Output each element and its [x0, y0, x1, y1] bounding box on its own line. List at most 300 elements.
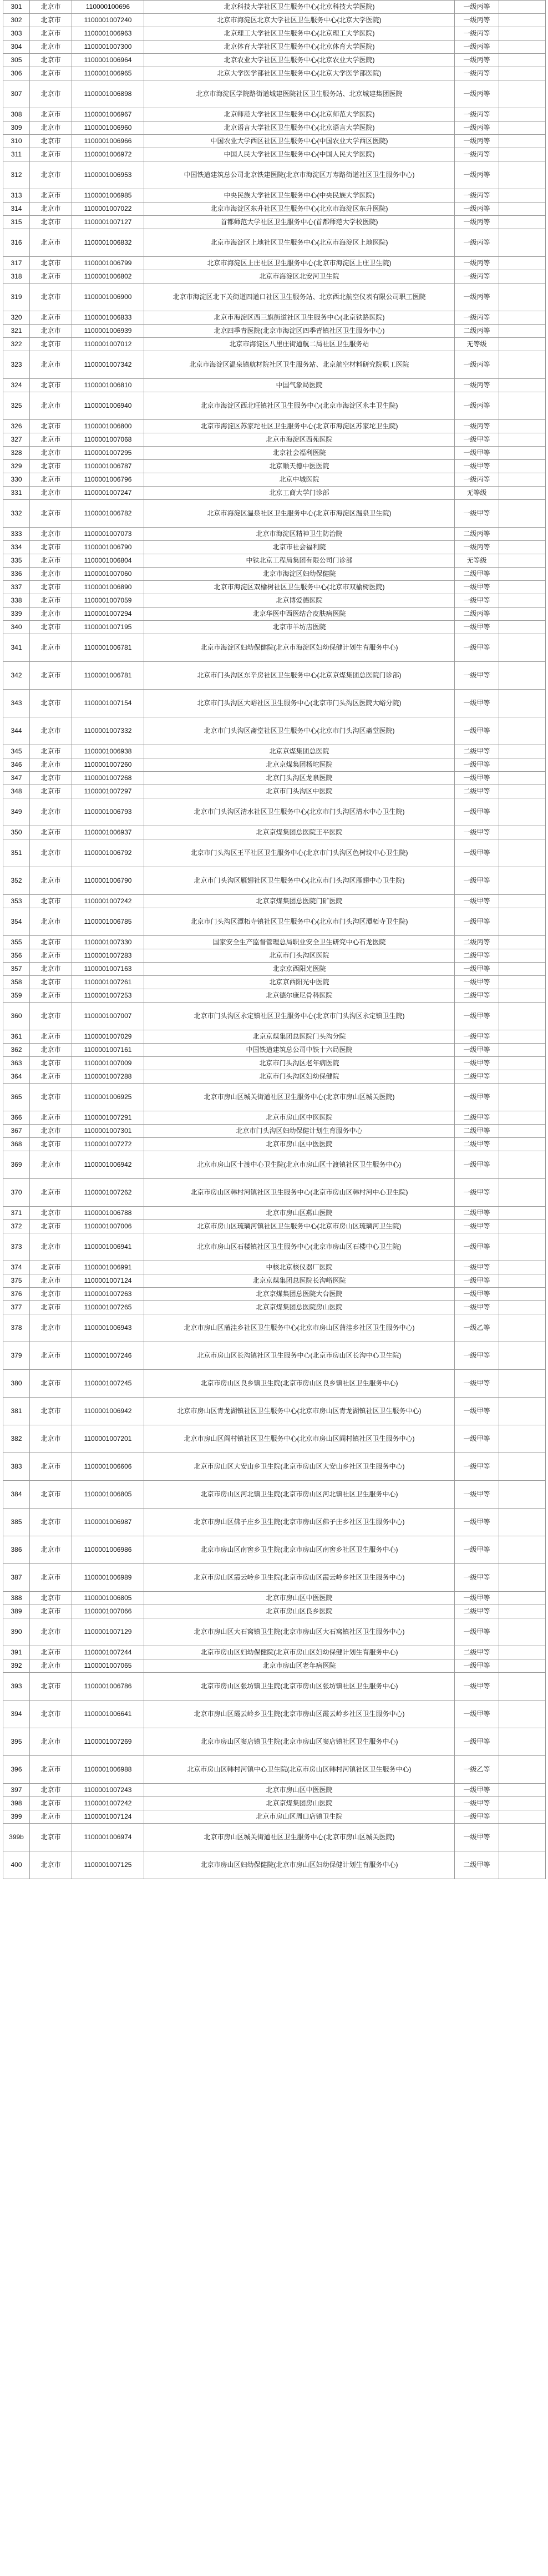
code-cell: 1100001007330 [72, 936, 144, 949]
remark-cell [499, 1453, 546, 1481]
city-cell: 北京市 [30, 1509, 72, 1536]
row-number: 326 [3, 420, 30, 433]
city-cell: 北京市 [30, 621, 72, 634]
remark-cell [499, 568, 546, 581]
code-cell: 1100001007240 [72, 14, 144, 27]
city-cell: 北京市 [30, 541, 72, 554]
institution-name-cell: 北京京煤集团总医院门头沟分院 [144, 1030, 455, 1044]
level-cell: 一级甲等 [455, 447, 499, 460]
city-cell: 北京市 [30, 798, 72, 826]
city-cell: 北京市 [30, 1851, 72, 1879]
code-cell: 1100001006963 [72, 27, 144, 41]
row-number: 400 [3, 1851, 30, 1879]
table-row [3, 1646, 546, 1659]
code-cell: 1100001007068 [72, 433, 144, 447]
level-cell: 一级丙等 [455, 203, 499, 216]
remark-cell [499, 1314, 546, 1342]
table-row [3, 1044, 546, 1057]
city-cell: 北京市 [30, 1179, 72, 1207]
table-row [3, 1, 546, 14]
institution-name-cell: 北京市房山区霞云岭乡卫生院(北京市房山区霞云岭乡社区卫生服务中心) [144, 1701, 455, 1728]
row-number: 387 [3, 1564, 30, 1592]
institution-name-cell: 北京市门头沟区王平社区卫生服务中心(北京市门头沟区色树坟中心卫生院) [144, 839, 455, 867]
city-cell: 北京市 [30, 690, 72, 717]
city-cell: 北京市 [30, 41, 72, 54]
institution-name-cell: 北京市房山区佛子庄乡卫生院(北京市房山区佛子庄乡社区卫生服务中心) [144, 1509, 455, 1536]
code-cell: 1100001007342 [72, 351, 144, 379]
remark-cell [499, 1673, 546, 1701]
row-number: 398 [3, 1797, 30, 1810]
city-cell: 北京市 [30, 1342, 72, 1370]
code-cell: 1100001006942 [72, 1151, 144, 1179]
row-number: 358 [3, 976, 30, 989]
code-cell: 1100001007124 [72, 1810, 144, 1824]
code-cell: 1100001006960 [72, 122, 144, 135]
row-number: 377 [3, 1301, 30, 1314]
remark-cell [499, 1756, 546, 1784]
row-number: 384 [3, 1481, 30, 1509]
remark-cell [499, 420, 546, 433]
level-cell: 一级甲等 [455, 581, 499, 594]
city-cell: 北京市 [30, 839, 72, 867]
remark-cell [499, 1151, 546, 1179]
code-cell: 1100001006900 [72, 284, 144, 311]
remark-cell [499, 460, 546, 473]
level-cell: 一级丙等 [455, 420, 499, 433]
row-number: 367 [3, 1125, 30, 1138]
city-cell: 北京市 [30, 1618, 72, 1646]
institution-name-cell: 北京市门头沟区清水社区卫生服务中心(北京市门头沟区清水中心卫生院) [144, 798, 455, 826]
city-cell: 北京市 [30, 1659, 72, 1673]
city-cell: 北京市 [30, 433, 72, 447]
row-number: 303 [3, 27, 30, 41]
remark-cell [499, 1851, 546, 1879]
city-cell: 北京市 [30, 108, 72, 122]
row-number: 328 [3, 447, 30, 460]
remark-cell [499, 311, 546, 325]
level-cell: 二级甲等 [455, 745, 499, 758]
remark-cell [499, 14, 546, 27]
remark-cell [499, 1398, 546, 1425]
city-cell: 北京市 [30, 161, 72, 189]
table-row [3, 541, 546, 554]
table-row [3, 1220, 546, 1233]
table-row [3, 229, 546, 257]
city-cell: 北京市 [30, 1536, 72, 1564]
institution-name-cell: 北京市房山区窦店镇卫生院(北京市房山区窦店镇社区卫生服务中心) [144, 1728, 455, 1756]
level-cell: 一级甲等 [455, 717, 499, 745]
level-cell: 一级丙等 [455, 1, 499, 14]
institution-name-cell: 北京市房山区大石窝镇卫生院(北京市房山区大石窝镇社区卫生服务中心) [144, 1618, 455, 1646]
institution-name-cell: 北京市房山区中医医院 [144, 1138, 455, 1151]
row-number: 397 [3, 1784, 30, 1797]
table-row [3, 270, 546, 284]
table-row [3, 949, 546, 963]
level-cell: 一级甲等 [455, 1564, 499, 1592]
institution-name-cell: 北京市房山区青龙湖镇社区卫生服务中心(北京市房山区青龙湖镇社区卫生服务中心) [144, 1398, 455, 1425]
remark-cell [499, 1342, 546, 1370]
city-cell: 北京市 [30, 1084, 72, 1111]
level-cell: 一级丙等 [455, 27, 499, 41]
level-cell: 一级甲等 [455, 1044, 499, 1057]
remark-cell [499, 1030, 546, 1044]
institution-name-cell: 北京四季青医院(北京市海淀区四季青镇社区卫生服务中心) [144, 325, 455, 338]
code-cell: 1100001007073 [72, 528, 144, 541]
level-cell: 一级乙等 [455, 1756, 499, 1784]
level-cell: 一级甲等 [455, 1592, 499, 1605]
remark-cell [499, 908, 546, 936]
code-cell: 1100001006804 [72, 554, 144, 568]
institution-name-cell: 中国铁道建筑总公司北京铁建医院(北京市海淀区万寿路街道社区卫生服务中心) [144, 161, 455, 189]
institution-name-cell: 北京市海淀区学院路街道城建医院社区卫生服务站、北京城建集团医院 [144, 80, 455, 108]
table-row [3, 338, 546, 351]
city-cell: 北京市 [30, 270, 72, 284]
table-row [3, 1207, 546, 1220]
remark-cell [499, 976, 546, 989]
city-cell: 北京市 [30, 1030, 72, 1044]
table-row [3, 1481, 546, 1509]
level-cell: 无等级 [455, 554, 499, 568]
row-number: 301 [3, 1, 30, 14]
table-row [3, 14, 546, 27]
row-number: 351 [3, 839, 30, 867]
city-cell: 北京市 [30, 67, 72, 80]
remark-cell [499, 447, 546, 460]
institution-name-cell: 中核北京核仪器厂医院 [144, 1261, 455, 1274]
row-number: 353 [3, 895, 30, 908]
level-cell: 二级甲等 [455, 1138, 499, 1151]
level-cell: 二级丙等 [455, 608, 499, 621]
institution-name-cell: 北京市房山区妇幼保健院(北京市房山区妇幼保健计划生育服务中心) [144, 1851, 455, 1879]
table-row [3, 325, 546, 338]
level-cell: 一级甲等 [455, 1453, 499, 1481]
institution-name-cell: 北京市海淀区八里庄街道航二局社区卫生服务站 [144, 338, 455, 351]
level-cell: 一级甲等 [455, 976, 499, 989]
row-number: 317 [3, 257, 30, 270]
code-cell: 1100001006781 [72, 662, 144, 690]
level-cell: 一级丙等 [455, 379, 499, 392]
code-cell: 1100001007007 [72, 1003, 144, 1030]
remark-cell [499, 1701, 546, 1728]
institution-name-cell: 北京市海淀区西三旗街道社区卫生服务中心(北京铁路医院) [144, 311, 455, 325]
institution-name-cell: 北京市门头沟区斋堂社区卫生服务中心(北京市门头沟区斋堂医院) [144, 717, 455, 745]
institution-name-cell: 北京市房山区大安山乡卫生院(北京市房山区大安山乡社区卫生服务中心) [144, 1453, 455, 1481]
level-cell: 一级甲等 [455, 460, 499, 473]
row-number: 308 [3, 108, 30, 122]
row-number: 369 [3, 1151, 30, 1179]
table-row [3, 161, 546, 189]
table-row [3, 80, 546, 108]
row-number: 306 [3, 67, 30, 80]
row-number: 349 [3, 798, 30, 826]
city-cell: 北京市 [30, 500, 72, 528]
city-cell: 北京市 [30, 662, 72, 690]
table-row [3, 839, 546, 867]
institution-name-cell: 北京市海淀区双榆树社区卫生服务中心(北京市双榆树医院) [144, 581, 455, 594]
institution-name-cell: 北京市门头沟区妇幼保健计划生育服务中心 [144, 1125, 455, 1138]
row-number: 368 [3, 1138, 30, 1151]
row-number: 331 [3, 487, 30, 500]
remark-cell [499, 1, 546, 14]
city-cell: 北京市 [30, 758, 72, 772]
remark-cell [499, 1370, 546, 1398]
code-cell: 1100001007332 [72, 717, 144, 745]
level-cell: 一级甲等 [455, 1701, 499, 1728]
institution-name-cell: 北京市房山区城关街道社区卫生服务中心(北京市房山区城关医院) [144, 1084, 455, 1111]
row-number: 372 [3, 1220, 30, 1233]
row-number: 323 [3, 351, 30, 379]
level-cell: 一级丙等 [455, 284, 499, 311]
code-cell: 1100001007060 [72, 568, 144, 581]
row-number: 346 [3, 758, 30, 772]
institution-name-cell: 北京华医中西医结合皮肤病医院 [144, 608, 455, 621]
remark-cell [499, 1288, 546, 1301]
level-cell: 一级甲等 [455, 895, 499, 908]
level-cell: 一级甲等 [455, 1233, 499, 1261]
row-number: 344 [3, 717, 30, 745]
code-cell: 1100001006938 [72, 745, 144, 758]
remark-cell [499, 785, 546, 798]
remark-cell [499, 772, 546, 785]
level-cell: 一级丙等 [455, 229, 499, 257]
code-cell: 1100001006941 [72, 1233, 144, 1261]
row-number: 383 [3, 1453, 30, 1481]
table-row [3, 1111, 546, 1125]
table-row [3, 717, 546, 745]
code-cell: 1100001007253 [72, 989, 144, 1003]
row-number: 341 [3, 634, 30, 662]
row-number: 357 [3, 963, 30, 976]
city-cell: 北京市 [30, 1301, 72, 1314]
row-number: 356 [3, 949, 30, 963]
level-cell: 一级甲等 [455, 500, 499, 528]
code-cell: 1100001006972 [72, 148, 144, 161]
institution-name-cell: 北京市羊坊店医院 [144, 621, 455, 634]
city-cell: 北京市 [30, 1003, 72, 1030]
code-cell: 1100001007242 [72, 1797, 144, 1810]
institution-name-cell: 北京市门头沟区老年病医院 [144, 1057, 455, 1070]
city-cell: 北京市 [30, 1728, 72, 1756]
remark-cell [499, 257, 546, 270]
remark-cell [499, 949, 546, 963]
level-cell: 二级甲等 [455, 949, 499, 963]
remark-cell [499, 621, 546, 634]
table-row [3, 1797, 546, 1810]
row-number: 388 [3, 1592, 30, 1605]
code-cell: 1100001006985 [72, 189, 144, 203]
institution-name-cell: 北京农业大学社区卫生服务中心(北京农业大学医院) [144, 54, 455, 67]
code-cell: 1100001006988 [72, 1756, 144, 1784]
city-cell: 北京市 [30, 568, 72, 581]
code-cell: 1100001006792 [72, 839, 144, 867]
table-row [3, 772, 546, 785]
city-cell: 北京市 [30, 1481, 72, 1509]
table-row [3, 908, 546, 936]
row-number: 399 [3, 1810, 30, 1824]
table-row [3, 1564, 546, 1592]
code-cell: 1100001006799 [72, 257, 144, 270]
remark-cell [499, 487, 546, 500]
level-cell: 一级甲等 [455, 433, 499, 447]
code-cell: 1100001007246 [72, 1342, 144, 1370]
level-cell: 一级丙等 [455, 257, 499, 270]
row-number: 312 [3, 161, 30, 189]
city-cell: 北京市 [30, 229, 72, 257]
row-number: 345 [3, 745, 30, 758]
city-cell: 北京市 [30, 1220, 72, 1233]
table-row [3, 1673, 546, 1701]
institution-name-cell: 北京市房山区周口店镇卫生院 [144, 1810, 455, 1824]
table-row [3, 963, 546, 976]
table-row [3, 1030, 546, 1044]
code-cell: 1100001006890 [72, 581, 144, 594]
code-cell: 1100001006796 [72, 473, 144, 487]
institution-name-cell: 北京社会福利医院 [144, 447, 455, 460]
table-row [3, 379, 546, 392]
table-row [3, 1618, 546, 1646]
city-cell: 北京市 [30, 1592, 72, 1605]
table-row [3, 41, 546, 54]
table-row [3, 581, 546, 594]
table-row [3, 1057, 546, 1070]
table-row [3, 1810, 546, 1824]
level-cell: 一级甲等 [455, 1784, 499, 1797]
level-cell: 一级甲等 [455, 963, 499, 976]
table-row [3, 1138, 546, 1151]
level-cell: 一级甲等 [455, 1220, 499, 1233]
row-number: 355 [3, 936, 30, 949]
city-cell: 北京市 [30, 745, 72, 758]
row-number: 313 [3, 189, 30, 203]
level-cell: 一级甲等 [455, 1057, 499, 1070]
table-row [3, 1342, 546, 1370]
row-number: 337 [3, 581, 30, 594]
level-cell: 一级乙等 [455, 1314, 499, 1342]
level-cell: 一级丙等 [455, 14, 499, 27]
level-cell: 一级丙等 [455, 189, 499, 203]
city-cell: 北京市 [30, 867, 72, 895]
row-number: 392 [3, 1659, 30, 1673]
table-row [3, 122, 546, 135]
code-cell: 1100001007059 [72, 594, 144, 608]
code-cell: 1100001006833 [72, 311, 144, 325]
code-cell: 1100001006805 [72, 1592, 144, 1605]
row-number: 325 [3, 392, 30, 420]
level-cell: 一级甲等 [455, 1084, 499, 1111]
remark-cell [499, 634, 546, 662]
institution-name-cell: 北京市房山区南窖乡卫生院(北京市房山区南窖乡社区卫生服务中心) [144, 1536, 455, 1564]
remark-cell [499, 270, 546, 284]
institution-name-cell: 中央民族大学社区卫生服务中心(中央民族大学医院) [144, 189, 455, 203]
row-number: 390 [3, 1618, 30, 1646]
level-cell: 一级甲等 [455, 1398, 499, 1425]
remark-cell [499, 1233, 546, 1261]
table-row [3, 1151, 546, 1179]
institution-name-cell: 北京师范大学社区卫生服务中心(北京师范大学医院) [144, 108, 455, 122]
code-cell: 1100001007195 [72, 621, 144, 634]
table-row [3, 1425, 546, 1453]
remark-cell [499, 1509, 546, 1536]
level-cell: 二级甲等 [455, 1207, 499, 1220]
code-cell: 1100001007124 [72, 1274, 144, 1288]
row-number: 320 [3, 311, 30, 325]
remark-cell [499, 1797, 546, 1810]
remark-cell [499, 392, 546, 420]
level-cell: 一级丙等 [455, 54, 499, 67]
row-number: 319 [3, 284, 30, 311]
level-cell: 一级甲等 [455, 634, 499, 662]
code-cell: 1100001007261 [72, 976, 144, 989]
code-cell: 1100001006989 [72, 1564, 144, 1592]
remark-cell [499, 989, 546, 1003]
level-cell: 二级甲等 [455, 1070, 499, 1084]
city-cell: 北京市 [30, 976, 72, 989]
remark-cell [499, 798, 546, 826]
code-cell: 1100001006986 [72, 1536, 144, 1564]
table-row [3, 554, 546, 568]
city-cell: 北京市 [30, 936, 72, 949]
institution-name-cell: 北京市房山区韩村河镇社区卫生服务中心(北京市房山区韩村河中心卫生院) [144, 1179, 455, 1207]
city-cell: 北京市 [30, 608, 72, 621]
institution-name-cell: 北京市房山区韩村河镇中心卫生院(北京市房山区韩村河镇社区卫生服务中心) [144, 1756, 455, 1784]
institution-name-cell: 中国气象局医院 [144, 379, 455, 392]
institution-name-cell: 北京市门头沟区东辛房社区卫生服务中心(北京京煤集团总医院门诊部) [144, 662, 455, 690]
remark-cell [499, 122, 546, 135]
institution-name-cell: 北京市房山区良乡医院 [144, 1605, 455, 1618]
code-cell: 1100001007127 [72, 216, 144, 229]
table-row [3, 621, 546, 634]
code-cell: 1100001006781 [72, 634, 144, 662]
remark-cell [499, 717, 546, 745]
city-cell: 北京市 [30, 1151, 72, 1179]
city-cell: 北京市 [30, 1425, 72, 1453]
remark-cell [499, 1179, 546, 1207]
city-cell: 北京市 [30, 189, 72, 203]
city-cell: 北京市 [30, 1044, 72, 1057]
table-row [3, 1179, 546, 1207]
row-number: 309 [3, 122, 30, 135]
remark-cell [499, 867, 546, 895]
institution-name-cell: 北京市海淀区西北旺镇社区卫生服务中心(北京市海淀区永丰卫生院) [144, 392, 455, 420]
remark-cell [499, 594, 546, 608]
level-cell: 一级甲等 [455, 1659, 499, 1673]
institution-name-cell: 北京市海淀区温泉社区卫生服务中心(北京市海淀区温泉卫生院) [144, 500, 455, 528]
remark-cell [499, 1481, 546, 1509]
level-cell: 无等级 [455, 338, 499, 351]
city-cell: 北京市 [30, 895, 72, 908]
institution-name-cell: 北京市房山区燕山医院 [144, 1207, 455, 1220]
level-cell: 一级甲等 [455, 826, 499, 839]
row-number: 371 [3, 1207, 30, 1220]
row-number: 333 [3, 528, 30, 541]
code-cell: 1100001006785 [72, 908, 144, 936]
remark-cell [499, 229, 546, 257]
table-body [3, 1, 546, 1879]
code-cell: 1100001006790 [72, 867, 144, 895]
row-number: 304 [3, 41, 30, 54]
table-row [3, 67, 546, 80]
code-cell: 1100001007065 [72, 1659, 144, 1673]
row-number: 310 [3, 135, 30, 148]
institution-name-cell: 北京市房山区妇幼保健院(北京市房山区妇幼保健计划生育服务中心) [144, 1646, 455, 1659]
row-number: 379 [3, 1342, 30, 1370]
row-number: 315 [3, 216, 30, 229]
institution-name-cell: 北京市门头沟区雁翅社区卫生服务中心(北京市门头沟区雁翅中心卫生院) [144, 867, 455, 895]
remark-cell [499, 284, 546, 311]
table-row [3, 758, 546, 772]
code-cell: 1100001006898 [72, 80, 144, 108]
institution-name-cell: 北京市房山区中医医院 [144, 1111, 455, 1125]
